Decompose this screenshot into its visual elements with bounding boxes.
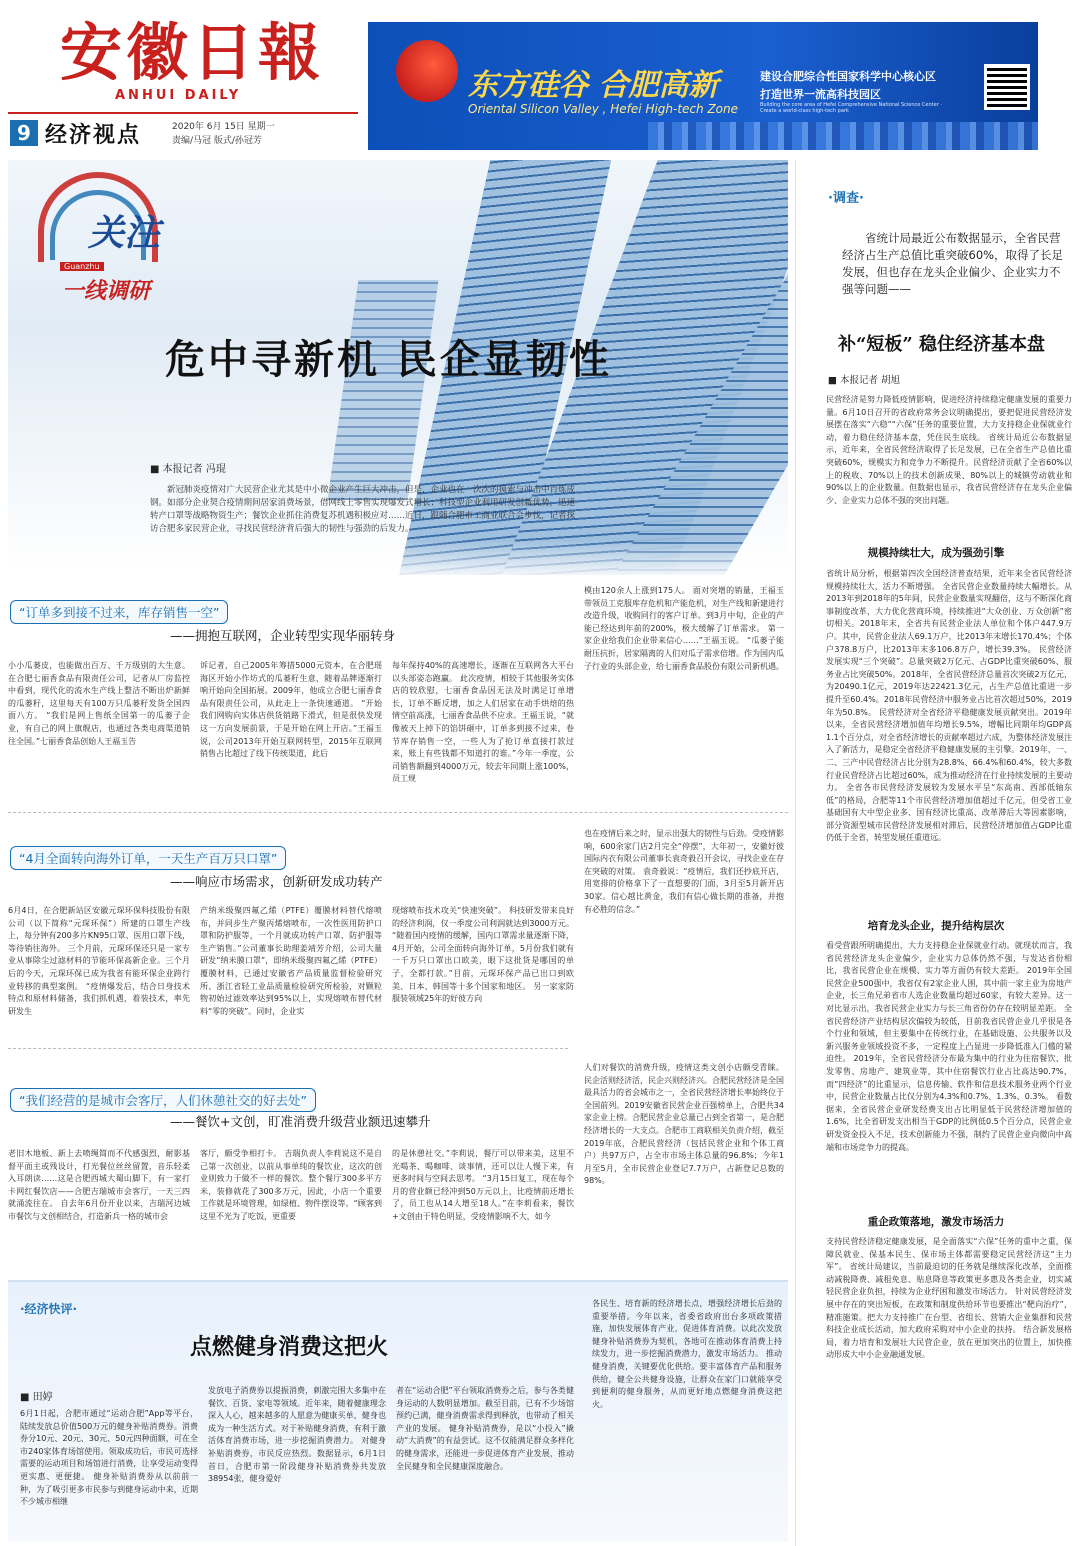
ad-title-english: Oriental Silicon Valley , Hefei High-tech Zone [468, 102, 739, 116]
commentary-tag: ·经济快评· [20, 1302, 78, 1316]
article-column: 诉记者，自己2005年筹措5000元资本，在合肥瑶海区开始小作坊式的瓜蒌籽生意，随着品牌逐渐打响开始向全国拓展。2009年，他成立合肥七丽香食品有限责任公司，从此走上一条快速通道。 “开始我们网购向实体店供货销路下滑式，但是很快发现这一方向发展前景，于是开始在网上开店。”王福玉说，公司2013年开始互联网转型，2015年互联网销售占比超过了线下传统渠道，此后 [200, 661, 382, 759]
section-tag: “4月全面转向海外订单，一天生产百万只口罩” [10, 846, 286, 870]
survey-subhead: 重企政策落地，激发市场活力 [867, 1216, 1005, 1228]
ad-logo-icon [396, 40, 458, 102]
article-column: 客厅，颇受争相打卡。 吉瑞负责人李莉说这不是自己第一次创业，以前从事单纯的餐饮业，这次的创业则致力于做不一样的餐饮。整个餐厅300多平方米，装修就花了300多万元，因此，小店一个重要工作就是环境管理，如绿植、物件摆设等。“顾客到这里不光为了吃饭，更重要 [200, 1149, 382, 1221]
commentary-headline: 点燃健身消费这把火 [190, 1334, 389, 1360]
ad-slogan: 建设合肥综合性国家科学中心核心区 [760, 70, 936, 83]
article-column: 小小瓜蒌皮，也能做出百万、千万级别的大生意。 在合肥七丽香食品有限责任公司，记者从厂房监控中看到，现代化的流水生产线上整洁不断出炉新鲜的瓜蒌籽，这里每天有100万只瓜蒌籽发货全国四面八方。 “我们是网上售纸全国第一的瓜蒌子企业，有自己的网上旗舰店，也通过各类电商渠道销往全国。”七丽香食品创始人王福玉告 [8, 661, 190, 746]
survey-paragraph: 省统计局分析，根据第四次全国经济普查结果，近年来全省民营经济规模持续壮大，活力不断增强。 全省民营企业数量持续大幅增长。从2013年到2018年的5年间，民营企业数量实现翻倍，这与不断深化商事制度改革，大力优化营商环境，持续推进“大众创业、万众创新”密切相关。2018年末，全省共有民营企业法人单位和个体户447.9万户。其中，民营企业法人69.1万户，比2013年末增长170.4%；个体户378.8万户，比2013年末多106.8万户，增长39.3%。 民营经济发展实现“三个突破”。总量突破2万亿元、占GDP比重突破60%、服务业占比突破50%。2018年，全省民营经济总量首次突破2万亿元，为20490.1亿元，2019年达22421.3亿元，占生产总值比重进一步提升至60.4%。2018年民营经济中服务业占比首次超过50%，2019年为50.8%。 民营经济对全省经济平稳健康发展贡献突出。2019年以来，全省民营经济增加值年均增长9.5%，增幅比同期年均GDP高1.1个百分点，对全省经济增长的贡献率超过六成，为整体经济发展注入了新活力，是稳定全省经济平稳健康发展的主引擎。2019年，一、二、三产中民营经济占比分别为28.8%、66.4%和60.4%，较大多数行业民营经济占比超过60%，成为推动经济在行业持续发展的主要动力。 全省各市民营经济发展较为发展水平呈“东高南、西部低轴东低”的格局，合肥等11个市民营经济增加值超过千亿元，但受省工业基础国有大中型企业多、国有经济比重高、改革滞后大等因素影响，部分资源型城市民营经济发展相对滞后，民营经济增加值占GDP比重仍低于全省，转型发展任重道远。 [826, 569, 1072, 843]
ad-skyline-graphic [648, 122, 1038, 150]
survey-byline: ■ 本报记者 胡旭 [828, 372, 900, 386]
section-subhead: ——响应市场需求，创新研发成功转产 [170, 874, 383, 889]
article-lead: 新冠肺炎疫情对广大民营企业尤其是中小微企业产生巨大冲击，但是，企业也在一次次的摸索与冲击中百炼成钢。如部分企业契合疫情期间居家消费场景，借网线上零售实现爆发式增长；科技型企业利用研发创新优势，迅速转产口罩等战略物资生产；餐饮企业抓住消费复苏机遇积极应对……近日，跟随合肥市工商业联合会步伐，记者探访合肥多家民营企业，寻找民营经济背后强大的韧性与强劲的后发力。 [150, 485, 576, 534]
survey-subhead: 培育龙头企业，提升结构层次 [867, 920, 1005, 932]
survey-tag: ·调查· [828, 191, 864, 206]
masthead-logo: 安徽日報 [60, 16, 325, 89]
ad-title: 东方硅谷 合肥高新 [468, 68, 719, 103]
hero-fade [8, 540, 788, 575]
article-byline: ■ 本报记者 冯琨 [150, 460, 226, 475]
qr-code-icon [984, 64, 1030, 110]
section-title: 经济视点 [45, 123, 142, 148]
article-column: 模由120余人上涨到175人。 面对突增的销量，王福玉带领员工克服库存危机和产能危机，对生产线和新建进行改造升级，收购同行的客户订单。到3月中旬，企业的产能已经达到年前的200%，极大缓解了订单需求。 第一家企业给我们企业带来信心……”王福玉说。 “瓜蒌子能耐压抗折，居家隔离的人们对瓜子需求倍增。作为国内瓜子行业的头部企业，给七丽香食品股份有限公司新机遇。 [584, 586, 784, 671]
section-subhead: ——拥抱互联网，企业转型实现华丽转身 [170, 628, 396, 643]
masthead-subtitle: ANHUI DAILY [115, 88, 242, 103]
commentary-column: 发放电子消费券以提振消费，刺激完围大多集中在餐饮、百货、家电等领域。近年来，随着健康理念深入人心，越来越多的人愿意为健康买单，健身也成为一种生活方式。对于补贴健身消费，有利于激活体育消费市场，进一步挖掘消费潜力。 对健身补贴消费券，市民反应热烈。数据显示，6月1日首日，合肥市第一阶段健身补贴消费券共发放38954张，健身爱好 [208, 1386, 386, 1484]
article-column: 也在疫情后来之时，显示出强大的韧性与后劲。受疫情影响，600余家门店2月完全“停摆”，大年初一，安徽好彼国际内衣有限公司董事长袁奇毅召开会议，寻找企业在存在突破的对策。 袁奇毅说：“疫情后，我们还抄底开店，用宽排的价格拿下了一直想要的门面，3月至5月新开店30家。信心越比黄金，我们有信心做长期的准备，并抱有必胜的信念。” [584, 829, 784, 914]
section-divider [8, 1048, 568, 1049]
issue-date: 2020年 6月 15日 星期一 [172, 122, 275, 132]
survey-paragraph: 支持民营经济稳定健康发展，是全面落实“六保”任务的重中之重，保障民就业、保基本民生、保市场主体都需要稳定民营经济这“主力军”。 省统计局建议，当前最迫切的任务就是继续深化改革，全面推动减税降费、减租免息、贴息降息等政策更多惠及各类企业，切实减轻民营企业负担，持续为企业纾困和激发市场活力。 针对民营经济发展中存在的突出短板，在政策和制度供给环节也要推出“靶向治疗”，精准施策。把大力支持推广在台型、省组长、营销大企业集群和民营科技企业成长活动，加大政府采购对中小企业的扶持。 结合新发展格局，着力培育和发展壮大民营企业，放在更加突出的位置上，加快推动形成大中小企业融通发展。 [826, 1237, 1072, 1360]
section-tag: “我们经营的是城市会客厅，人们休憩社交的好去处” [10, 1088, 316, 1112]
advertisement-banner [368, 22, 1038, 150]
column-logo-title: 关注 [88, 212, 161, 254]
commentary-byline: ■ 田婷 [20, 1388, 53, 1403]
column-logo-subtitle: 一线调研 [62, 279, 151, 304]
survey-paragraph: 看受营跟所明确提出，大力支持稳企业保就业行动。就现状而言，我省民营经济龙头企业偏少，企业实力总体仍然不强，与发达省份相比，我省民营企业在规模、实力等方面仍有较大差距。 2019年全国民营企业500强中，我省仅有2家企业人围，其中前一家主业为房地产企业，长三角兄弟省市人选企业数量均超过60家，有较大差异。这一对比显示出，我省民营企业实力与长三角省份仍存在较明显差距。 全省民营经济产业结构层次偏较为较低，目前我省民营企业几乎很是各个行业和领域，但主要集中在传统行业，在基础设施、公共服务以及新兴服务业领域投资不多，一定程度上凸显进一步降低准入门槛的紧迫性。 2019年，全省民营经济分布最为集中的行业为住宿餐饮、批发零售、房地产、建筑业等，其中住宿餐饮行业占比高达90.7%，而“四经济”的比重显示，信息传输、软件和信息技术服务业两个行业中，民营企业数量占比仅分别为4.3%和0.7%、1.3%、0.3%。 看数据来，全省民营企业研发经费支出占比明显低于民营经济增加值的1.6%，比全省研发支出相当于GDP的比例低0.5个百分点，民营企业研发资金投入不足，技术创新能力不强，制约了民营企业向微向中高端和市场竞争力的提高。 [826, 941, 1072, 1152]
article-column: 老旧木地板、新上去喷绳简而不代感强烈，耐影基督平面主或残设计，打光餐位丝丝留置，音乐轻柔入耳朗读……这是合肥西城大蜀山脚下，有一家打卡网红餐饮店——合肥吉瑞城市会客厅，一天三四就涌流往在。 自去年6月份开业以来，吉瑞河边城市餐饮与文创相结合，打造新兵一格的城市会 [8, 1149, 190, 1221]
survey-subhead: 规模持续壮大，成为强劲引擎 [867, 547, 1005, 559]
commentary-column: 各民生、培育新的经济增长点，增强经济增长后劲的重要举措。今年以来，省委省政府出台多项政策措施，加快发展体育产业，促进体育消费。以此次发放健身补贴消费券为契机，各地可在推动体育消费上持续发力，进一步挖掘消费潜力，激发市场活力。 推动健身消费，关键要优化供给。要丰富体育产品和服务供给，健全公共健身设施，让群众在家门口就能享受到便利的健身服务，从而更好地点燃健身消费这把火。 [592, 1299, 782, 1409]
commentary-column: 6月1日起，合肥市通过“运动合肥”App等平台，陆续发放总价值500万元的健身补贴消费券。消费券分10元、20元、30元、50元四种面额，可在全市240家体育场馆使用。领取成功后，市民可选择需要的运动项目和场馆进行消费，让享受运动变得更实惠、更便捷。 健身补贴消费券从以前前一种，为了吸引更多市民参与到健身运动中来，近期不少城市相继 [20, 1409, 198, 1507]
article-column: 的是休憩社交。”李莉说，餐厅可以带来美，这里不光喝茶、喝咖啡、谈事情，还可以让人慢下来，有更多时间与空间去思考。 “3月15日复工，现在每个月的营业额已经冲到50万元以上，比疫情前还增长了，员工也从14人增至18人。”在李莉看来，餐饮+文创由于特色明显，受疫情影响不大，如今 [392, 1149, 574, 1221]
article-column: 人们对餐饮的消费升级，疫情这类文创小店颇受青睐。 民企活则经济活，民企兴则经济兴。合肥民营经济是全国最具活力的省会城市之一，全省民营经济增长率始终位于全国前列。2019安徽省民营企业百强榜单上，合肥共34家企业上榜。合肥民营企业总量已占到全省第一，是合肥经济增长的一大支点。合肥市工商联相关负责介绍，截至2019年底，合肥民营经济（包括民营企业和个体工商户）共97万户，占全市市场主体总量的96.8%；今年1月至5月，全市民营企业登记7.7万户，占新登记总数的98%。 [584, 1063, 784, 1186]
article-column: 每年保持40%的高速增长，逐渐在互联网各大平台以头部姿态跑赢。 此次疫情，相较于其他服务实体店的较欣慰，七丽香食品因无法及时满足订单增长，订单不断反增，加之人们居家在动手烘焙的热情空前高涨，七丽香食品供不应求。王福玉说，“就像被天上掉下的馅饼砸中，订单多到接不过来，卷节库存销售一空，一些人为了抢订单直接打款过来，账上有些钱都不知道打的谁。”今年一季度，公司销售额翻到4000万元，较去年同期上涨100%，员工规 [392, 661, 574, 784]
page-number: 9 [10, 120, 38, 146]
survey-paragraph: 民营经济是努力降低疫情影响，促进经济持续稳定健康发展的重要力量。6月10日召开的省政府常务会议明确提出，要把促进民营经济发展摆在落实“六稳”“六保”任务的重要位置，大力支持稳企业保就业行动，着力稳住经济基本盘，凭住民生底线。 省统计局近公布数据显示，近年来，全省民营经济取得了长足发展，已在全省生产总值比重突破60%，规模实力和竞争力不断提升。民营经济贡献了全省60%以上的税收、70%以上的技术创新成果、80%以上的城镇劳动就业和90%以上的企业数量。但数据也显示，我省民营经济存在龙头企业偏少、企业实力总体不强的突出问题。 [826, 395, 1072, 505]
section-tag: “订单多到接不过来，库存销售一空” [10, 600, 228, 624]
commentary-column: 者在“运动合肥”平台领取消费券之后，参与各类健身运动的人数明显增加。截至目前，已有不少场馆预约已满，健身消费需求得到释放，也带动了相关产业的发展。 健身补贴消费券，是以“小投入”撬动“大消费”的有益尝试。这不仅能满足群众多样化的健身需求，还能进一步促进体育产业发展，推动全民健身和全民健康深度融合。 [396, 1386, 574, 1471]
column-logo-pinyin: Guanzhu [60, 262, 104, 271]
section-subhead: ——餐饮+文创，盯准消费升级营业额迅速攀升 [170, 1114, 431, 1129]
main-headline: 危中寻新机 民企显韧性 [165, 337, 612, 383]
section-divider [8, 812, 788, 813]
survey-headline: 补“短板” 稳住经济基本盘 [838, 334, 1045, 355]
ad-slogan-english: Building the core area of Hefei Comprehensive National Science Center · Create a world-class high-tech park [760, 102, 942, 114]
ad-slogan: 打造世界一流高科技园区 [760, 88, 881, 101]
issue-editors: 责编/马冠 版式/孙冠芳 [172, 136, 262, 146]
article-column: 6月4日，在合肥新站区安徽元琛环保科技股份有限公司（以下简称“元琛环保”）所建的口罩生产线上，每分钟有200多片KN95口罩、医用口罩下线，等待销往海外。 三个月前，元琛环保还只是一家专业从事除尘过滤材料的节能环保高新企业。三个月后的今天，元琛环保已成为我省有能环保企业跨行业转移的典型案例。 “疫情爆发后，结合日身技术特点和原材料储备，我们抓机遇，着装技术，率先研发生 [8, 906, 190, 1016]
column-divider [795, 160, 796, 1546]
article-column: 现熔喷布技术攻关“快速突破”。 科技研发带来良好的经济利润，仅一季度公司利润就达到3000万元。 “随着国内疫情的缓解，国内口罩需求量逐渐下降，4月开始，公司全面转向海外订单，5月份我们就有一千万只口罩出口欧美，眼下这批货是哪国的单子，全都打款。”目前，元琛环保产品已出口到欧美、日本、韩国等十多个国家和地区。 另一家家防服装领域25年的好彼方向 [392, 906, 574, 1004]
masthead-divider [8, 112, 358, 114]
article-column: 产纳米级聚四氟乙烯（PTFE）覆膜材料替代熔喷布，并同步生产聚丙烯熔喷布，一次性医用防护口罩和防护服等，一个月就成功转产口罩、防护服等生产销售。”公司董事长助理姜靖芳介绍，公司大量研发“纳米膜口罩”，即纳米级聚四氟乙烯（PTFE）覆膜材料，已通过安徽省产品质量监督检验研究所、浙江省轻工业品质量检验研究所检验，对颗粒物初始过滤效率达到95%以上，实现熔喷布替代材料“零的突破”。同时，企业实 [200, 906, 382, 1016]
survey-lead: 省统计局最近公布数据显示，全省民营经济占生产总值比重突破60%，取得了长足发展，但也存在龙头企业偏少、企业实力不强等问题—— [842, 231, 1064, 296]
